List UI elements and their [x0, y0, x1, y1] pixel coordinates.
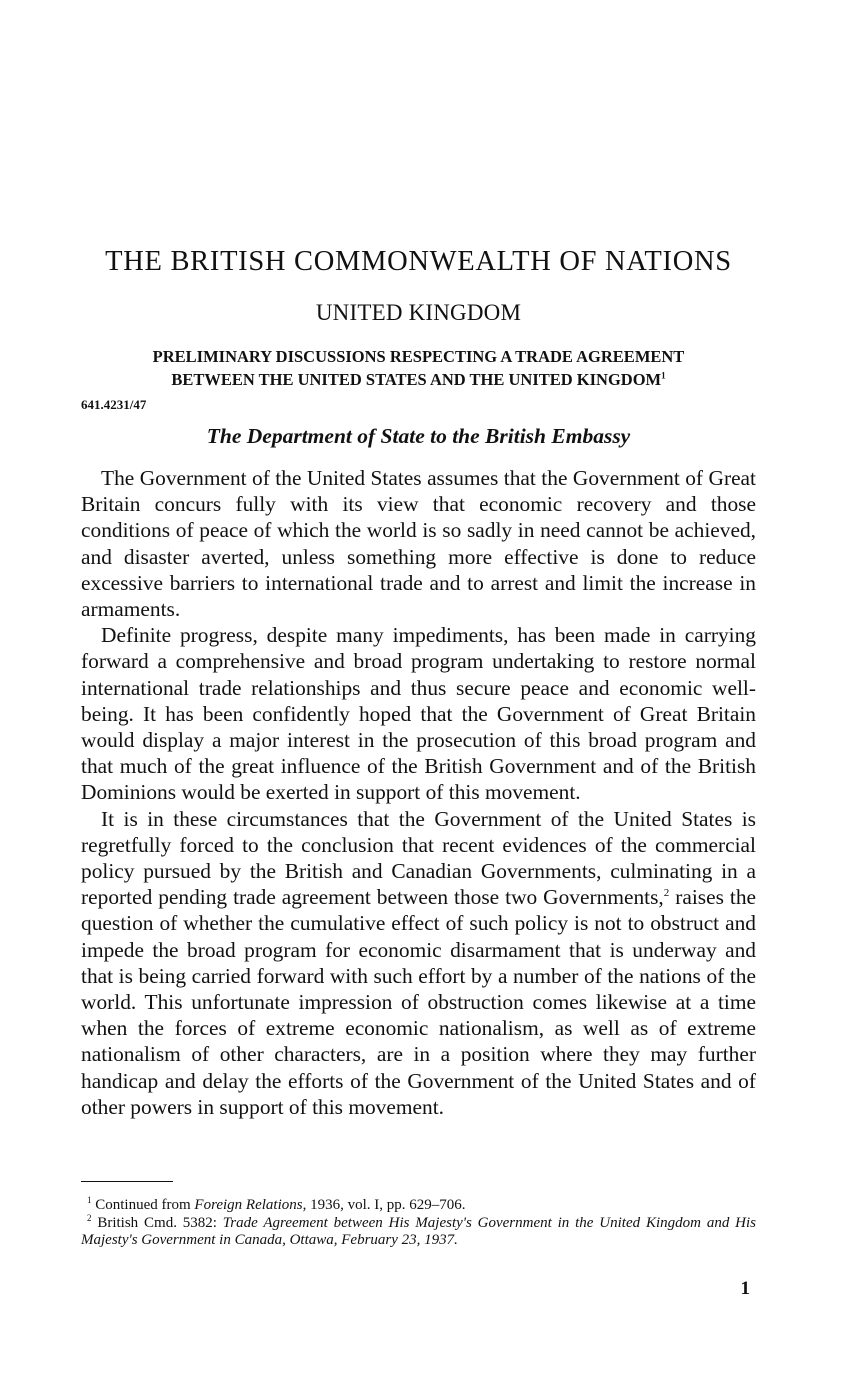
footnote-2: [81, 1212, 756, 1250]
footnote-1-text-after: , 1936, vol. I, pp. 629–706.: [302, 1197, 466, 1213]
paragraph-2: Definite progress, despite many impediments, has been made in carrying forward a comprehensive and broad program undertaking to restore normal international trade relationships and thus secure peace and economic well-being. It has been confidently hoped that the Government of Great Britain would display a major interest in the prosecution of this broad program and that much of the great influence of the British Government and of the British Dominions would be exerted in support of this movement.: [81, 623, 756, 805]
footnote-divider: [81, 1181, 173, 1182]
section-heading-line-2: [81, 368, 756, 391]
footnote-reference-2[interactable]: 2: [663, 887, 670, 900]
footnote-2-marker: 2: [87, 1212, 92, 1223]
body-text: [81, 465, 756, 1120]
footnotes: [81, 1197, 756, 1250]
paragraph-1: The Government of the United States assumes that the Government of Great Britain concurs fully with its view that economic recovery and those conditions of peace of which the world is so sadly in need cannot be achieved, and disaster averted, unless something more effective is done to reduce excessive barriers to international trade and to arrest and limit the increase in armaments.: [81, 466, 756, 622]
file-number: 641.4231/47: [81, 397, 147, 412]
section-heading-line-2-text: BETWEEN THE UNITED STATES AND THE UNITED KINGDOM: [171, 370, 662, 389]
paragraph-3-part-1: It is in these circumstances that the Government of the United States is regretfully forced to the conclusion that recent evidences of the commercial policy pursued by the British and Canadian Governments, culminating in a reported pending trade agreement between those two Governments,: [81, 806, 756, 910]
document-heading: The Department of State to the British Embassy: [206, 424, 631, 448]
footnote-1: [81, 1197, 756, 1215]
country-subtitle: UNITED KINGDOM: [315, 300, 522, 325]
footnote-1-italic: Foreign Relations: [194, 1197, 303, 1213]
footnote-2-italic: Trade Agreement between His Majesty's Government in the United Kingdom and His Majesty's Government in Canada, Ottawa, February 23, 1937.: [81, 1214, 756, 1248]
footnote-1-text-before: Continued from: [91, 1197, 195, 1213]
section-heading: [81, 345, 756, 391]
paragraph-3-part-2: raises the question of whether the cumulative effect of such policy is not to obstruct and impede the broad program for economic disarmament that is underway and that is being carried forward with such effort by a number of the nations of the world. This unfortunate impression of obstruction comes likewise at a time when the forces of extreme economic nationalism, as well as of extreme nationalism of other characters, are in a position where they may further handicap and delay the efforts of the Government of the United States and of other powers in support of this movement.: [81, 885, 757, 1119]
section-heading-line-1: PRELIMINARY DISCUSSIONS RESPECTING A TRADE AGREEMENT: [152, 347, 685, 366]
page-number: 1: [740, 1278, 750, 1299]
document-page: [81, 0, 756, 1379]
page-title: THE BRITISH COMMONWEALTH OF NATIONS: [105, 246, 732, 277]
paragraph-3: [81, 806, 756, 1120]
footnote-reference-1[interactable]: 1: [661, 370, 666, 381]
footnote-2-text-before: British Cmd. 5382:: [91, 1214, 223, 1231]
footnote-1-marker: 1: [87, 1195, 92, 1205]
